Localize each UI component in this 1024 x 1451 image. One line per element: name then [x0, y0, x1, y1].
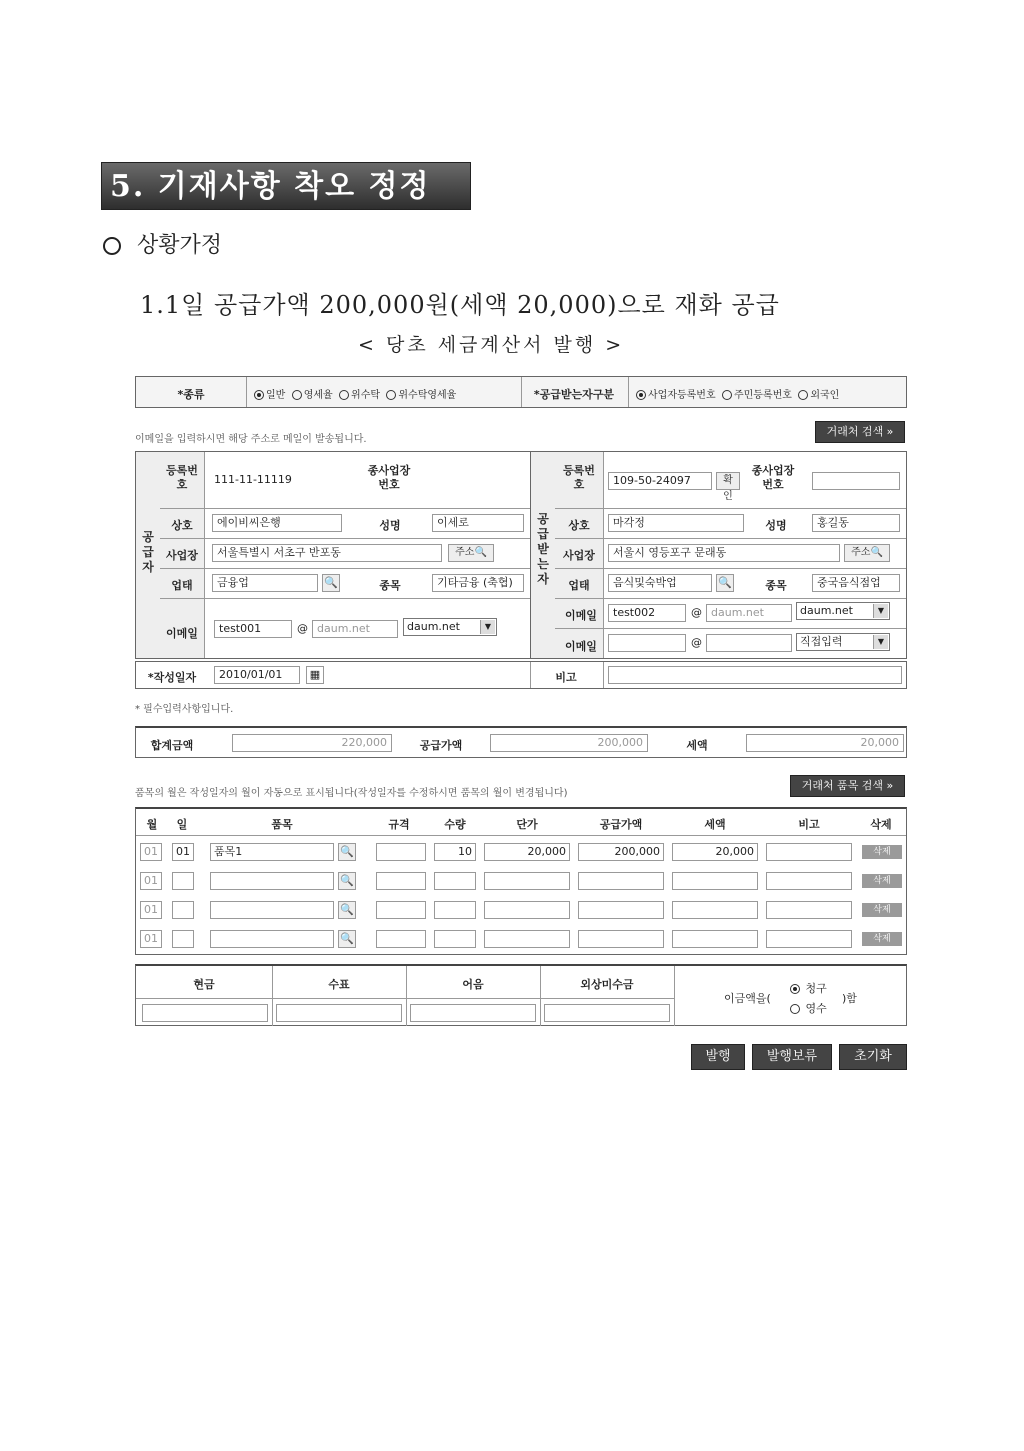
item-spec-field[interactable] — [376, 930, 426, 948]
supplier-name-label: 상호 — [171, 519, 193, 532]
recipient-option-bizno[interactable]: 사업자등록번호 — [636, 390, 716, 401]
recipient-option-foreign[interactable]: 외국인 — [798, 390, 839, 401]
partner-search-button[interactable]: 거래처 검색 » — [815, 421, 905, 443]
table-row — [136, 930, 906, 952]
delete-row-button[interactable]: 삭제 — [862, 903, 902, 917]
recipient-type-label: *공급받는자구분 — [533, 388, 615, 401]
col-qty: 수량 — [444, 818, 466, 831]
amount-suffix: )함 — [842, 992, 857, 1005]
recipient-email-id[interactable]: test002 — [608, 604, 686, 622]
supplier-branch-label: 종사업장번호 — [367, 464, 411, 491]
recipient-email2-id[interactable] — [608, 634, 686, 652]
col-month: 월 — [146, 818, 158, 831]
type-option-general[interactable]: 일반 — [254, 390, 285, 401]
col-tax: 세액 — [704, 818, 726, 831]
date-field[interactable]: 2010/01/01 — [214, 666, 300, 684]
recipient-addr-label: 사업장 — [563, 549, 595, 562]
item-day-field[interactable] — [172, 901, 194, 919]
radio-icon — [254, 390, 264, 400]
recipient-name-field[interactable]: 마각정 — [608, 514, 744, 532]
item-supply-field[interactable] — [578, 872, 664, 890]
item-remark-field[interactable] — [766, 930, 852, 948]
recipient-email-select[interactable]: daum.net ▼ — [796, 602, 890, 620]
item-day-field[interactable] — [172, 872, 194, 890]
type-row — [135, 376, 907, 408]
pay-credit-field[interactable] — [544, 1004, 670, 1022]
delete-row-button[interactable]: 삭제 — [862, 874, 902, 888]
supplier-addr-field[interactable]: 서울특별시 서초구 반포동 — [212, 544, 442, 562]
bullet-text: 상황가정 — [137, 233, 223, 258]
type-option-consign[interactable]: 위수탁 — [339, 390, 380, 401]
recipient-option-resno[interactable]: 주민등록번호 — [722, 390, 792, 401]
item-spec-field[interactable] — [376, 901, 426, 919]
subtitle: < 당초 세금계산서 발행 > — [358, 334, 625, 356]
col-delete: 삭제 — [870, 818, 892, 831]
recipient-rep-field[interactable]: 홍길동 — [812, 514, 900, 532]
recipient-side-label: 공급받는자 — [537, 512, 549, 586]
item-search-icon[interactable]: 🔍 — [338, 843, 356, 861]
supply-label: 공급가액 — [419, 739, 463, 752]
amount-prefix: 이금액을( — [724, 992, 771, 1005]
item-remark-field[interactable] — [766, 901, 852, 919]
biz-search-icon[interactable]: 🔍 — [322, 574, 340, 592]
section-title: 5. 기재사항 착오 정정 — [101, 162, 471, 210]
radio-icon — [292, 390, 302, 400]
item-supply-field[interactable]: 200,000 — [578, 843, 664, 861]
item-qty-field[interactable]: 10 — [434, 843, 476, 861]
supplier-rep-label: 성명 — [379, 519, 401, 532]
tax-field: 20,000 — [746, 734, 904, 752]
supply-field: 200,000 — [490, 734, 648, 752]
type-option-consign-zero[interactable]: 위수탁영세율 — [386, 390, 456, 401]
supplier-reg-label: 등록번호 — [166, 464, 198, 491]
recipient-side — [531, 452, 556, 658]
supplier-email-select[interactable]: daum.net ▼ — [403, 618, 497, 636]
delete-row-button[interactable]: 삭제 — [862, 932, 902, 946]
supplier-kind-label: 종목 — [379, 579, 401, 592]
item-tax-field[interactable] — [672, 901, 758, 919]
recipient-branch-label: 종사업장번호 — [751, 464, 795, 491]
recipient-biz-field[interactable]: 음식및숙박업 — [608, 574, 712, 592]
recipient-email2-label: 이메일 — [565, 640, 597, 653]
item-qty-field[interactable] — [434, 901, 476, 919]
confirm-button[interactable]: 확인 — [716, 472, 740, 490]
item-search-icon[interactable]: 🔍 — [338, 930, 356, 948]
type-label: *종류 — [177, 388, 205, 401]
radio-icon — [339, 390, 349, 400]
item-remark-field[interactable] — [766, 843, 852, 861]
item-price-field[interactable] — [484, 901, 570, 919]
supplier-email-id[interactable]: test001 — [214, 620, 292, 638]
items-header — [136, 809, 906, 836]
item-qty-field[interactable] — [434, 872, 476, 890]
supplier-email-domain[interactable]: daum.net — [312, 620, 398, 638]
required-note: * 필수입력사항입니다. — [135, 704, 234, 715]
table-row — [136, 872, 906, 894]
supplier-email-label: 이메일 — [166, 627, 198, 640]
item-item-field[interactable] — [210, 930, 334, 948]
item-supply-field[interactable] — [578, 901, 664, 919]
items-table — [135, 807, 907, 955]
item-price-field[interactable]: 20,000 — [484, 843, 570, 861]
item-month-field[interactable]: 01 — [140, 872, 162, 890]
radio-icon — [790, 984, 800, 994]
chevron-down-icon: ▼ — [480, 620, 495, 634]
table-row — [136, 901, 906, 923]
pay-option-receipt[interactable]: 영수 — [790, 1000, 827, 1016]
issue-button[interactable]: 발행 — [691, 1044, 745, 1070]
recipient-email-domain[interactable]: daum.net — [706, 604, 792, 622]
search-icon: 🔍 — [870, 547, 883, 558]
table-row — [136, 843, 906, 865]
col-day: 일 — [176, 818, 188, 831]
date-label: *작성일자 — [147, 671, 197, 684]
item-tax-field[interactable] — [672, 872, 758, 890]
item-search-icon[interactable]: 🔍 — [338, 901, 356, 919]
pay-option-claim[interactable]: 청구 — [790, 980, 827, 996]
recipient-branch-field[interactable] — [812, 472, 900, 490]
recipient-email2-select[interactable]: 직접입력 ▼ — [796, 633, 890, 651]
item-spec-field[interactable] — [376, 872, 426, 890]
tax-invoice-form — [135, 376, 907, 1076]
item-day-field[interactable] — [172, 930, 194, 948]
remark-field[interactable] — [608, 666, 902, 684]
recipient-reg-label: 등록번호 — [563, 464, 595, 491]
supplier-side-label: 공급자 — [142, 530, 154, 574]
item-item-field[interactable] — [210, 872, 334, 890]
total-field: 220,000 — [232, 734, 392, 752]
recipient-reg-field[interactable]: 109-50-24097 — [608, 472, 712, 490]
supplier-biz-field[interactable]: 금융업 — [212, 574, 318, 592]
item-tax-field[interactable] — [672, 930, 758, 948]
biz-search-icon[interactable]: 🔍 — [716, 574, 734, 592]
item-item-field[interactable]: 품목1 — [210, 843, 334, 861]
supplier-rep-field[interactable]: 이세로 — [432, 514, 524, 532]
at-sign: @ — [691, 636, 702, 649]
supplier-side — [136, 452, 161, 658]
items-note: 품목의 월은 작성일자의 월이 자동으로 표시됩니다(작성일자를 수정하시면 품목의 월이 변경됩니다) — [135, 788, 568, 799]
recipient-type-options — [636, 386, 839, 401]
calendar-icon[interactable]: ▦ — [306, 666, 324, 684]
supplier-name-field[interactable]: 에이비씨은행 — [212, 514, 342, 532]
email-note: 이메일을 입력하시면 해당 주소로 메일이 발송됩니다. — [135, 434, 367, 445]
bullet-circle-icon — [103, 237, 121, 255]
item-day-field[interactable]: 01 — [172, 843, 194, 861]
recipient-rep-label: 성명 — [765, 519, 787, 532]
col-supply: 공급가액 — [599, 818, 643, 831]
pay-bill-label: 어음 — [462, 978, 484, 991]
bullet-line — [103, 228, 222, 259]
type-option-zero[interactable]: 영세율 — [292, 390, 333, 401]
item-spec-field[interactable] — [376, 843, 426, 861]
payment-table — [135, 964, 907, 1026]
col-item: 품목 — [271, 818, 293, 831]
radio-icon — [722, 390, 732, 400]
recipient-kind-label: 종목 — [765, 579, 787, 592]
hold-button[interactable]: 발행보류 — [752, 1044, 832, 1070]
radio-icon — [386, 390, 396, 400]
item-search-icon[interactable]: 🔍 — [338, 872, 356, 890]
at-sign: @ — [691, 606, 702, 619]
col-spec: 규격 — [388, 818, 410, 831]
item-remark-field[interactable] — [766, 872, 852, 890]
item-qty-field[interactable] — [434, 930, 476, 948]
pay-check-label: 수표 — [328, 978, 350, 991]
item-month-field[interactable]: 01 — [140, 930, 162, 948]
item-month-field[interactable]: 01 — [140, 901, 162, 919]
recipient-name-label: 상호 — [568, 519, 590, 532]
col-price: 단가 — [516, 818, 538, 831]
recipient-email-label: 이메일 — [565, 609, 597, 622]
item-item-field[interactable] — [210, 901, 334, 919]
chevron-down-icon: ▼ — [873, 635, 888, 649]
supplier-branch-field[interactable] — [426, 472, 516, 490]
item-supply-field[interactable] — [578, 930, 664, 948]
supplier-biz-label: 업태 — [171, 579, 193, 592]
type-options — [254, 386, 456, 401]
recipient-address-button[interactable]: 주소🔍 — [844, 544, 890, 562]
radio-icon — [636, 390, 646, 400]
radio-icon — [790, 1004, 800, 1014]
delete-row-button[interactable]: 삭제 — [862, 845, 902, 859]
supplier-address-button[interactable]: 주소🔍 — [448, 544, 494, 562]
party-block — [135, 451, 907, 659]
remark-label: 비고 — [555, 671, 577, 684]
pay-cash-field[interactable] — [142, 1004, 268, 1022]
pay-credit-label: 외상미수금 — [580, 978, 634, 991]
recipient-email2-domain[interactable] — [706, 634, 792, 652]
totals-row — [135, 726, 907, 758]
supplier-kind-field[interactable]: 기타금융 (축협) — [432, 574, 524, 592]
item-price-field[interactable] — [484, 872, 570, 890]
item-tax-field[interactable]: 20,000 — [672, 843, 758, 861]
tax-label: 세액 — [686, 739, 708, 752]
pay-check-field[interactable] — [276, 1004, 402, 1022]
col-remark: 비고 — [798, 818, 820, 831]
search-icon: 🔍 — [474, 547, 487, 558]
pay-bill-field[interactable] — [410, 1004, 536, 1022]
supplier-addr-label: 사업장 — [166, 549, 198, 562]
chevron-down-icon: ▼ — [873, 604, 888, 618]
recipient-addr-field[interactable]: 서울시 영등포구 문래동 — [608, 544, 840, 562]
recipient-kind-field[interactable]: 중국음식점업 — [812, 574, 900, 592]
date-row — [135, 661, 907, 689]
total-label: 합계금액 — [150, 739, 194, 752]
reset-button[interactable]: 초기화 — [839, 1044, 907, 1070]
supplier-reg-field[interactable]: 111-11-11119 — [210, 472, 350, 490]
item-search-button[interactable]: 거래처 품목 검색 » — [790, 775, 905, 797]
scenario-text: 1.1일 공급가액 200,000원(세액 20,000)으로 재화 공급 — [140, 291, 780, 319]
pay-cash-label: 현금 — [193, 978, 215, 991]
radio-icon — [798, 390, 808, 400]
at-sign: @ — [297, 622, 308, 635]
item-month-field[interactable]: 01 — [140, 843, 162, 861]
item-price-field[interactable] — [484, 930, 570, 948]
recipient-biz-label: 업태 — [568, 579, 590, 592]
